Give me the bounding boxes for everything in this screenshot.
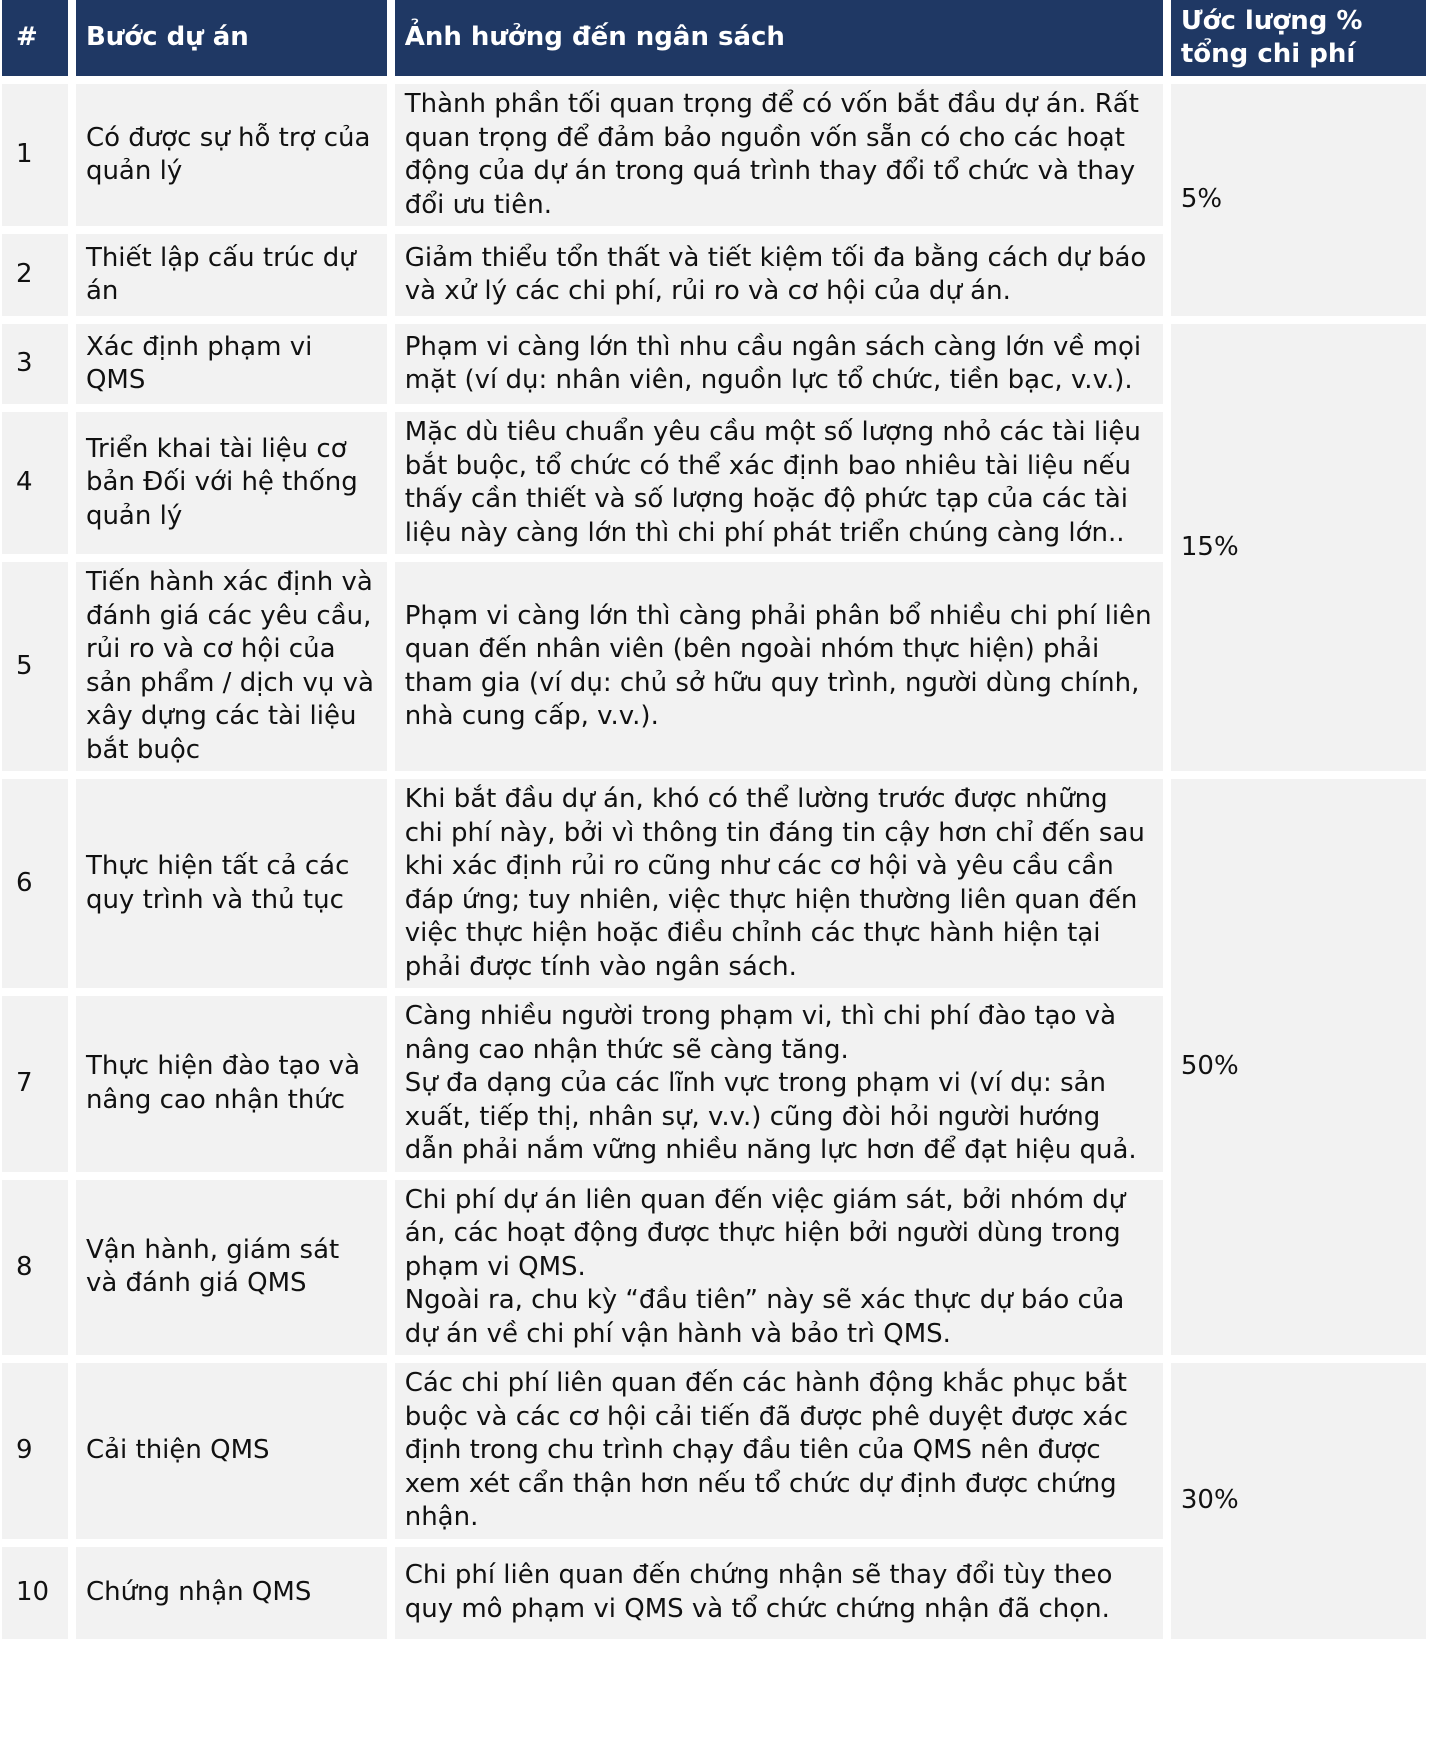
- table-row: [2, 779, 1426, 988]
- header-estimate-line2: tổng chi phí: [1180, 39, 1356, 69]
- header-impact: Ảnh hưởng đến ngân sách: [395, 0, 1163, 76]
- row-impact: Mặc dù tiêu chuẩn yêu cầu một số lượng nhỏ các tài liệu bắt buộc, tổ chức có thể xác định bao nhiêu tài liệu nếu thấy cần thiết và số lượng hoặc độ phức tạp của các tài liệu này càng lớn thì chi phí phát triển chúng càng lớn..: [395, 412, 1163, 554]
- row-impact: Các chi phí liên quan đến các hành động khắc phục bắt buộc và các cơ hội cải tiến đã được phê duyệt được xác định trong chu trình chạy đầu tiên của QMS nên được xem xét cẩn thận hơn nếu tổ chức dự định được chứng nhận.: [395, 1363, 1163, 1539]
- estimate-cell: 30%: [1171, 1363, 1426, 1639]
- impact-line: Sự đa dạng của các lĩnh vực trong phạm vi (ví dụ: sản xuất, tiếp thị, nhân sự, v.v.) cũng đòi hỏi người hướng dẫn phải nắm vững nhiều năng lực hơn để đạt hiệu quả.: [404, 1068, 1137, 1165]
- row-num: 5: [2, 562, 68, 771]
- table-header-row: [2, 0, 1426, 76]
- row-num: 8: [2, 1180, 68, 1356]
- row-step: Thiết lập cấu trúc dự án: [76, 234, 387, 316]
- impact-line: Chi phí dự án liên quan đến việc giám sát, bởi nhóm dự án, các hoạt động được thực hiện bởi người dùng trong phạm vi QMS.: [404, 1184, 1126, 1282]
- row-step: Có được sự hỗ trợ của quản lý: [76, 84, 387, 226]
- header-num: #: [2, 0, 68, 76]
- row-num: 10: [2, 1547, 68, 1639]
- row-step: Triển khai tài liệu cơ bản Đối với hệ thống quản lý: [76, 412, 387, 554]
- estimate-cell: 50%: [1171, 779, 1426, 1355]
- row-num: 7: [2, 996, 68, 1172]
- row-num: 6: [2, 779, 68, 988]
- row-impact: Khi bắt đầu dự án, khó có thể lường trước được những chi phí này, bởi vì thông tin đáng tin cậy hơn chỉ đến sau khi xác định rủi ro cũng như các cơ hội và yêu cầu cần đáp ứng; tuy nhiên, việc thực hiện thường liên quan đến việc thực hiện hoặc điều chỉnh các thực hành hiện tại phải được tính vào ngân sách.: [395, 779, 1163, 988]
- header-estimate-line1: Ước lượng %: [1180, 5, 1363, 36]
- row-step: Chứng nhận QMS: [76, 1547, 387, 1639]
- row-step: Thực hiện đào tạo và nâng cao nhận thức: [76, 996, 387, 1172]
- header-estimate: [1171, 0, 1426, 76]
- row-num: 3: [2, 324, 68, 404]
- impact-line: Càng nhiều người trong phạm vi, thì chi phí đào tạo và nâng cao nhận thức sẽ càng tăng.: [404, 1001, 1117, 1065]
- row-step: Thực hiện tất cả các quy trình và thủ tục: [76, 779, 387, 988]
- impact-line: Ngoài ra, chu kỳ “đầu tiên” này sẽ xác thực dự báo của dự án về chi phí vận hành và bảo trì QMS.: [404, 1285, 1125, 1349]
- row-num: 9: [2, 1363, 68, 1539]
- row-num: 1: [2, 84, 68, 226]
- table-row: [2, 1363, 1426, 1539]
- row-num: 2: [2, 234, 68, 316]
- row-impact: [395, 1180, 1163, 1356]
- row-step: Xác định phạm vi QMS: [76, 324, 387, 404]
- row-impact: Phạm vi càng lớn thì càng phải phân bổ nhiều chi phí liên quan đến nhân viên (bên ngoài nhóm thực hiện) phải tham gia (ví dụ: chủ sở hữu quy trình, người dùng chính, nhà cung cấp, v.v.).: [395, 562, 1163, 771]
- row-step: Cải thiện QMS: [76, 1363, 387, 1539]
- row-step: Tiến hành xác định và đánh giá các yêu cầu, rủi ro và cơ hội của sản phẩm / dịch vụ và xây dựng các tài liệu bắt buộc: [76, 562, 387, 771]
- table-row: [2, 84, 1426, 226]
- estimate-cell: 15%: [1171, 324, 1426, 771]
- row-step: Vận hành, giám sát và đánh giá QMS: [76, 1180, 387, 1356]
- header-step: Bước dự án: [76, 0, 387, 76]
- row-impact: Giảm thiểu tổn thất và tiết kiệm tối đa bằng cách dự báo và xử lý các chi phí, rủi ro và cơ hội của dự án.: [395, 234, 1163, 316]
- row-impact: [395, 996, 1163, 1172]
- row-impact: Chi phí liên quan đến chứng nhận sẽ thay đổi tùy theo quy mô phạm vi QMS và tổ chức chứng nhận đã chọn.: [395, 1547, 1163, 1639]
- row-impact: Phạm vi càng lớn thì nhu cầu ngân sách càng lớn về mọi mặt (ví dụ: nhân viên, nguồn lực tổ chức, tiền bạc, v.v.).: [395, 324, 1163, 404]
- row-num: 4: [2, 412, 68, 554]
- estimate-cell: 5%: [1171, 84, 1426, 316]
- table-row: [2, 324, 1426, 404]
- row-impact: Thành phần tối quan trọng để có vốn bắt đầu dự án. Rất quan trọng để đảm bảo nguồn vốn sẵn có cho các hoạt động của dự án trong quá trình thay đổi tổ chức và thay đổi ưu tiên.: [395, 84, 1163, 226]
